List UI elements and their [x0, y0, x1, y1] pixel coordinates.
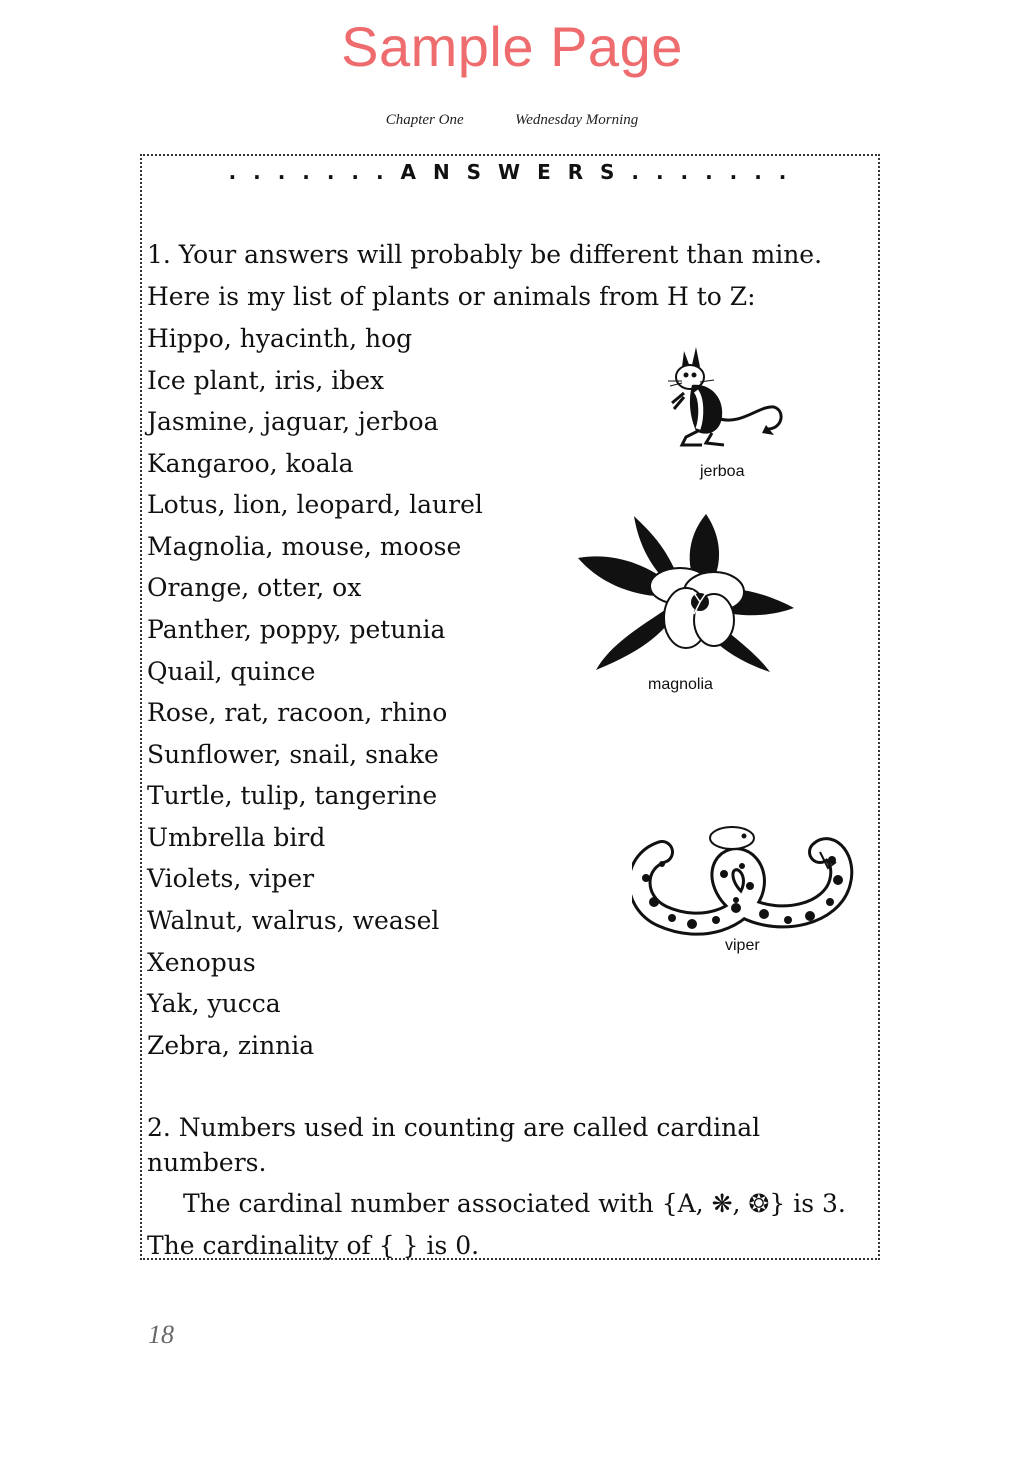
list-item: Kangaroo, koala	[147, 449, 354, 478]
viper-caption: viper	[725, 937, 760, 954]
list-item: Hippo, hyacinth, hog	[147, 324, 413, 353]
list-item: Jasmine, jaguar, jerboa	[147, 407, 439, 436]
list-item: Quail, quince	[147, 657, 316, 686]
jerboa-caption: jerboa	[700, 463, 745, 480]
list-item: Yak, yucca	[147, 989, 281, 1018]
answer-2-line1: 2. Numbers used in counting are called cardinal	[147, 1113, 761, 1142]
list-item: Umbrella bird	[147, 823, 326, 852]
answers-heading: . . . . . . . A N S W E R S . . . . . . .	[228, 160, 792, 184]
list-item: Rose, rat, racoon, rhino	[147, 698, 448, 727]
answer-1-intro: 1. Your answers will probably be different than mine.	[147, 240, 823, 269]
answer-1-subintro: Here is my list of plants or animals from H to Z:	[147, 282, 756, 311]
list-item: Violets, viper	[147, 864, 315, 893]
running-head	[0, 112, 1024, 129]
list-item: Xenopus	[147, 948, 256, 977]
list-item: Lotus, lion, leopard, laurel	[147, 490, 483, 519]
magnolia-illustration	[574, 510, 798, 674]
list-item: Ice plant, iris, ibex	[147, 366, 385, 395]
list-item: Sunflower, snail, snake	[147, 740, 439, 769]
list-item: Walnut, walrus, weasel	[147, 906, 440, 935]
list-item: Zebra, zinnia	[147, 1031, 315, 1060]
jerboa-illustration	[662, 345, 787, 450]
section-label: Wednesday Morning	[515, 112, 639, 128]
list-item: Panther, poppy, petunia	[147, 615, 446, 644]
viper-illustration	[632, 822, 858, 940]
list-item: Magnolia, mouse, moose	[147, 532, 462, 561]
answer-2-line3: The cardinal number associated with {A, ❋, ❂} is 3.	[183, 1189, 846, 1218]
sample-page-watermark: Sample Page	[341, 15, 683, 78]
list-item: Turtle, tulip, tangerine	[147, 781, 438, 810]
magnolia-caption: magnolia	[648, 676, 713, 693]
answer-2-line4: The cardinality of { } is 0.	[147, 1231, 480, 1260]
list-item: Orange, otter, ox	[147, 573, 362, 602]
answer-2-line2: numbers.	[147, 1148, 267, 1177]
chapter-label: Chapter One	[385, 112, 464, 128]
page-number: 18	[148, 1320, 174, 1349]
